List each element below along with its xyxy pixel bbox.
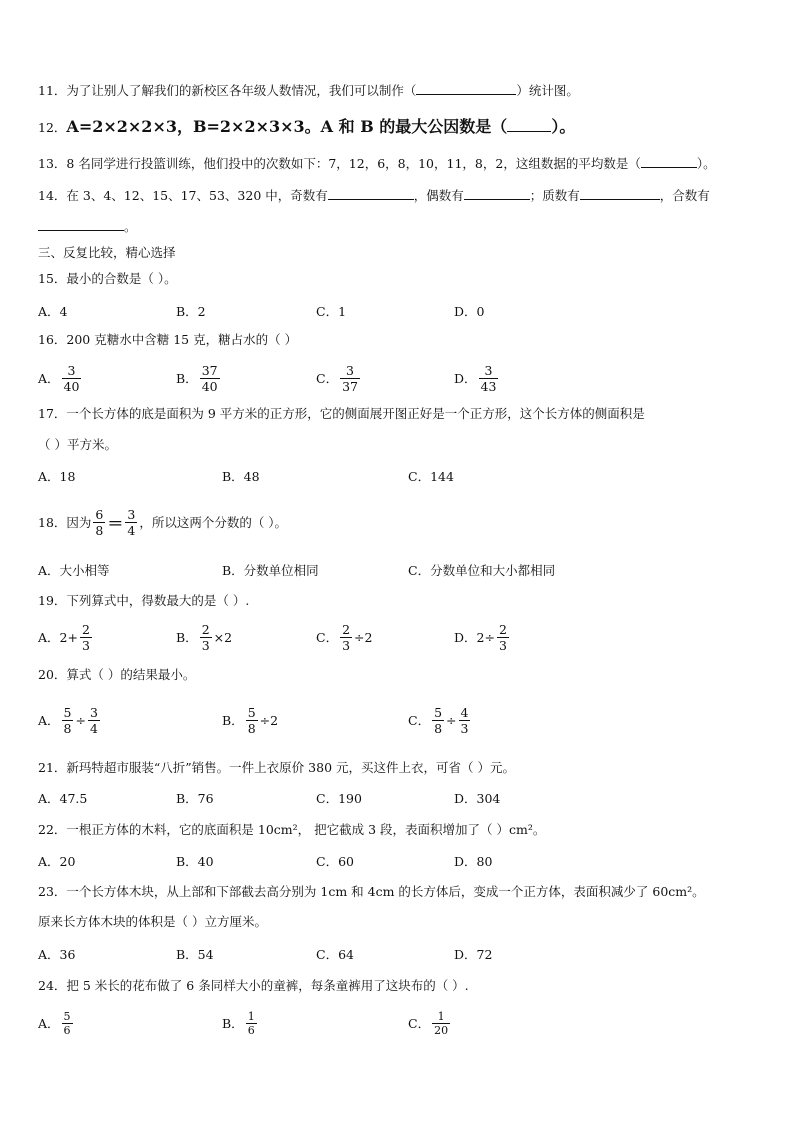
numerator: 2 [81, 621, 90, 637]
denominator: 37 [342, 378, 358, 394]
question-19-stem: 19．下列算式中，得数最大的是（ ）. [38, 593, 250, 608]
q24-a-label: A． [38, 1016, 60, 1031]
q19-d-fraction [497, 622, 509, 653]
q23-option-d[interactable]: D．72 [454, 947, 493, 962]
q20-option-b[interactable] [222, 700, 278, 740]
question-20-stem: 20．算式（ ）的结果最小。 [38, 667, 196, 682]
q18-pre: 18．因为 [38, 515, 92, 530]
denominator: 4 [89, 720, 98, 736]
question-17-stem: 17．一个长方体的底是面积为 9 平方米的正方形，它的侧面展开图正好是一个正方形，这个长方体的侧面积是 [38, 406, 645, 421]
q12-number: 12． [38, 120, 67, 135]
numerator: 5 [63, 1009, 71, 1023]
denominator: 3 [81, 637, 90, 653]
q15-option-c[interactable]: C．1 [316, 304, 347, 319]
q24-option-b[interactable] [222, 1003, 259, 1043]
question-17-stem-cont: （ ）平方米。 [38, 437, 117, 452]
question-11 [38, 82, 579, 100]
q12-text-end: ）。 [551, 117, 576, 136]
denominator: 20 [434, 1023, 449, 1037]
q14-end: 。 [124, 219, 137, 234]
q16-b-label: B． [176, 371, 198, 386]
denominator: 3 [460, 720, 469, 736]
q15-option-d[interactable]: D．0 [454, 304, 485, 319]
denominator: 8 [63, 720, 72, 736]
q17-option-a[interactable]: A．18 [38, 469, 76, 484]
q21-option-c[interactable]: C．190 [316, 791, 362, 806]
q14-text-even: ，偶数有 [413, 188, 464, 203]
q24-option-a[interactable] [38, 1003, 75, 1043]
numerator: 37 [201, 362, 218, 378]
q20-b-post: ÷2 [259, 712, 279, 728]
division-sign: ÷ [75, 712, 86, 728]
denominator: 40 [201, 378, 218, 394]
numerator: 2 [201, 621, 210, 637]
q19-c-fraction [340, 622, 352, 653]
q20-a-label: A． [38, 713, 60, 728]
q16-option-b[interactable] [176, 358, 222, 398]
numerator: 3 [67, 362, 76, 378]
question-24-stem: 24．把 5 米长的花布做了 6 条同样大小的童裤，每条童裤用了这块布的（ ）. [38, 978, 469, 993]
numerator: 1 [437, 1009, 445, 1023]
question-22-stem: 22．一根正方体的木料，它的底面积是 10cm²， 把它截成 3 段，表面积增加了（ ）cm²。 [38, 822, 546, 837]
q19-a-label: A． [38, 630, 60, 645]
equals-sign: ＝ [107, 513, 124, 533]
q24-b-fraction [246, 1010, 257, 1037]
q24-b-label: B． [222, 1016, 244, 1031]
q15-option-b[interactable]: B．2 [176, 304, 206, 319]
q15-option-a[interactable]: A．4 [38, 304, 68, 319]
numerator: 6 [95, 506, 104, 522]
q19-a-pre: 2+ [59, 629, 78, 645]
denominator: 6 [63, 1023, 71, 1037]
q14-text-prime: ；质数有 [529, 188, 580, 203]
q24-a-fraction [62, 1010, 73, 1037]
q19-option-a[interactable] [38, 617, 94, 657]
question-23-stem: 23．一个长方体木块，从上部和下部截去高分别为 1cm 和 4cm 的长方体后，变成一个正方体，表面积减少了 60cm²。 [38, 884, 705, 899]
section-heading: 三、反复比较，精心选择 [38, 245, 176, 260]
question-14-cont [38, 218, 137, 236]
q16-option-d[interactable] [454, 358, 500, 398]
q17-option-b[interactable]: B．48 [222, 469, 260, 484]
q20-option-a[interactable] [38, 700, 102, 740]
numerator: 5 [247, 704, 256, 720]
q13-blank[interactable] [641, 155, 697, 168]
q19-option-c[interactable] [316, 617, 372, 657]
q11-text-end: ）统计图。 [516, 83, 579, 98]
q14-text-composite: ，合数有 [659, 188, 710, 203]
division-sign: ÷ [446, 712, 457, 728]
q13-text: 13．8 名同学进行投篮训练，他们投中的次数如下：7，12，6，8，10，11，8，2，这组数据的平均数是（ [38, 156, 641, 171]
q16-a-fraction [62, 363, 82, 394]
q17-option-c[interactable]: C．144 [408, 469, 454, 484]
q20-b-label: B． [222, 713, 244, 728]
question-23-stem-cont: 原来长方体木块的体积是（ ）立方厘米。 [38, 914, 267, 929]
q18-option-c[interactable]: C．分数单位和大小都相同 [408, 563, 556, 578]
question-12 [38, 118, 575, 137]
numerator: 3 [484, 362, 493, 378]
q14-blank-composite[interactable] [38, 218, 124, 231]
q23-option-c[interactable]: C．64 [316, 947, 354, 962]
q19-a-fraction [80, 622, 92, 653]
numerator: 1 [247, 1009, 255, 1023]
q19-d-pre: 2÷ [476, 629, 495, 645]
denominator: 3 [498, 637, 507, 653]
q13-text-end: ）。 [696, 156, 716, 171]
denominator: 6 [247, 1023, 255, 1037]
question-18-stem [38, 502, 287, 542]
q16-d-fraction [479, 363, 499, 394]
denominator: 8 [95, 522, 104, 538]
q22-option-d[interactable]: D．80 [454, 854, 493, 869]
q20-c-fraction-1 [432, 705, 444, 736]
q24-option-c[interactable] [408, 1003, 452, 1043]
q20-a-fraction-1 [62, 705, 74, 736]
q14-text: 14．在 3、4、12、15、17、53、320 中，奇数有 [38, 188, 328, 203]
numerator: 3 [127, 506, 136, 522]
q21-option-d[interactable]: D．304 [454, 791, 501, 806]
q19-option-d[interactable] [454, 617, 511, 657]
q22-option-c[interactable]: C．60 [316, 854, 354, 869]
q16-d-label: D． [454, 371, 477, 386]
q19-b-post: ×2 [213, 629, 233, 645]
q19-c-label: C． [316, 630, 339, 645]
q16-a-label: A． [38, 371, 60, 386]
q23-option-b[interactable]: B．54 [176, 947, 214, 962]
q14-blank-odd[interactable] [328, 187, 414, 200]
question-14 [38, 187, 710, 205]
denominator: 40 [63, 378, 80, 394]
q24-c-label: C． [408, 1016, 431, 1031]
denominator: 4 [127, 522, 136, 538]
q20-a-fraction-2 [88, 705, 100, 736]
q21-option-a[interactable]: A．47.5 [38, 791, 88, 806]
denominator: 8 [247, 720, 256, 736]
q19-c-post: ÷2 [354, 629, 373, 645]
q16-b-fraction [200, 363, 220, 394]
q21-option-b[interactable]: B．76 [176, 791, 214, 806]
q14-blank-prime[interactable] [580, 187, 660, 200]
denominator: 3 [342, 637, 351, 653]
question-15-stem: 15．最小的合数是（ ）。 [38, 271, 177, 286]
question-16-stem: 16．200 克糖水中含糖 15 克，糖占水的（ ） [38, 332, 298, 347]
q18-fraction-2 [125, 507, 137, 538]
q20-c-fraction-2 [459, 705, 471, 736]
q14-blank-even[interactable] [464, 187, 530, 200]
denominator: 43 [480, 378, 497, 394]
q18-post: ，所以这两个分数的（ ）。 [139, 515, 288, 530]
q22-option-a[interactable]: A．20 [38, 854, 76, 869]
q12-blank[interactable] [507, 119, 551, 132]
q16-c-fraction [340, 363, 360, 394]
q20-b-fraction [246, 705, 258, 736]
q16-c-label: C． [316, 371, 339, 386]
q19-option-b[interactable] [176, 617, 232, 657]
q11-text: 11．为了让别人了解我们的新校区各年级人数情况，我们可以制作（ [38, 83, 417, 98]
q18-fraction-1 [93, 507, 105, 538]
q12-text: A=2×2×2×3，B=2×2×3×3。A 和 B 的最大公因数是（ [66, 117, 508, 136]
q16-option-c[interactable] [316, 358, 362, 398]
q18-option-b[interactable]: B．分数单位相同 [222, 563, 319, 578]
denominator: 8 [434, 720, 443, 736]
q19-d-label: D． [454, 630, 477, 645]
question-13 [38, 155, 716, 173]
numerator: 5 [434, 704, 443, 720]
denominator: 3 [201, 637, 210, 653]
q22-option-b[interactable]: B．40 [176, 854, 214, 869]
q16-option-a[interactable] [38, 358, 83, 398]
numerator: 2 [342, 621, 351, 637]
q19-b-fraction [200, 622, 212, 653]
numerator: 5 [63, 704, 72, 720]
q20-c-label: C． [408, 713, 431, 728]
q20-option-c[interactable] [408, 700, 472, 740]
q18-option-a[interactable]: A．大小相等 [38, 563, 110, 578]
question-21-stem: 21．新玛特超市服装“八折”销售。一件上衣原价 380 元，买这件上衣，可省（ ）元。 [38, 760, 515, 775]
q19-b-label: B． [176, 630, 198, 645]
numerator: 4 [460, 704, 469, 720]
numerator: 2 [498, 621, 507, 637]
numerator: 3 [89, 704, 98, 720]
q11-blank[interactable] [416, 82, 516, 95]
q24-c-fraction [432, 1010, 450, 1037]
q23-option-a[interactable]: A．36 [38, 947, 76, 962]
numerator: 3 [346, 362, 354, 378]
